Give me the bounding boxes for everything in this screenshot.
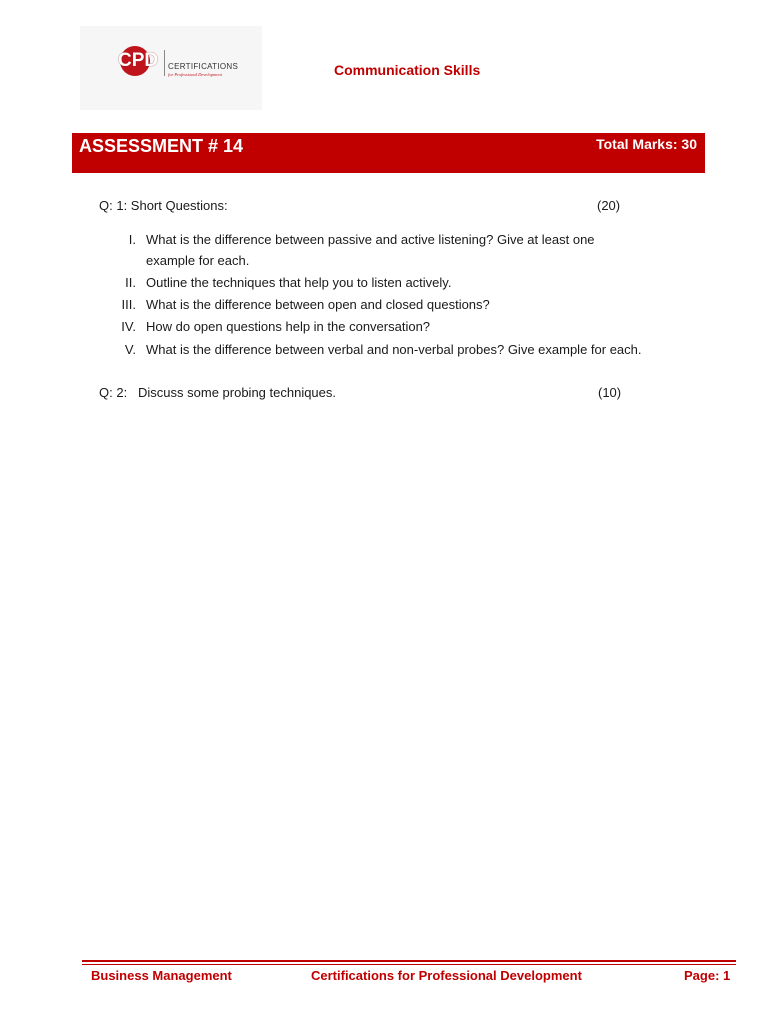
logo-divider bbox=[164, 50, 165, 76]
list-item: What is the difference between verbal and non-verbal probes? Give example for each. bbox=[146, 342, 642, 357]
footer-left: Business Management bbox=[91, 968, 232, 983]
logo bbox=[80, 26, 262, 110]
list-item-numeral: III. bbox=[121, 297, 136, 312]
total-marks: Total Marks: 30 bbox=[596, 136, 697, 152]
footer-center: Certifications for Professional Development bbox=[311, 968, 582, 983]
question-1-label: Q: 1: Short Questions: bbox=[99, 198, 228, 213]
footer-divider bbox=[82, 960, 736, 962]
list-item-numeral: I. bbox=[128, 232, 136, 247]
list-item: Outline the techniques that help you to listen actively. bbox=[146, 275, 452, 290]
list-item-numeral: II. bbox=[125, 275, 136, 290]
course-title: Communication Skills bbox=[334, 62, 481, 78]
footer-divider-thin bbox=[82, 964, 736, 965]
logo-letters: CPD bbox=[118, 50, 159, 71]
question-1-marks: (20) bbox=[597, 198, 621, 213]
question-2-label: Q: 2: Discuss some probing techniques. bbox=[99, 385, 337, 400]
assessment-title: ASSESSMENT # 14 bbox=[79, 136, 244, 156]
logo-subtext: for Professional Development bbox=[168, 72, 222, 77]
question-2-marks: (10) bbox=[598, 385, 622, 400]
list-item: What is the difference between open and closed questions? bbox=[146, 297, 490, 312]
list-item-numeral: IV. bbox=[121, 319, 136, 334]
list-item: What is the difference between passive and active listening? Give at least one example for each. bbox=[146, 232, 595, 268]
list-item-numeral: V. bbox=[124, 342, 136, 357]
assessment-banner bbox=[72, 133, 705, 173]
page-number: Page: 1 bbox=[684, 968, 731, 983]
list-item: How do open questions help in the conversation? bbox=[146, 319, 431, 334]
logo-text: CERTIFICATIONS bbox=[168, 62, 239, 71]
